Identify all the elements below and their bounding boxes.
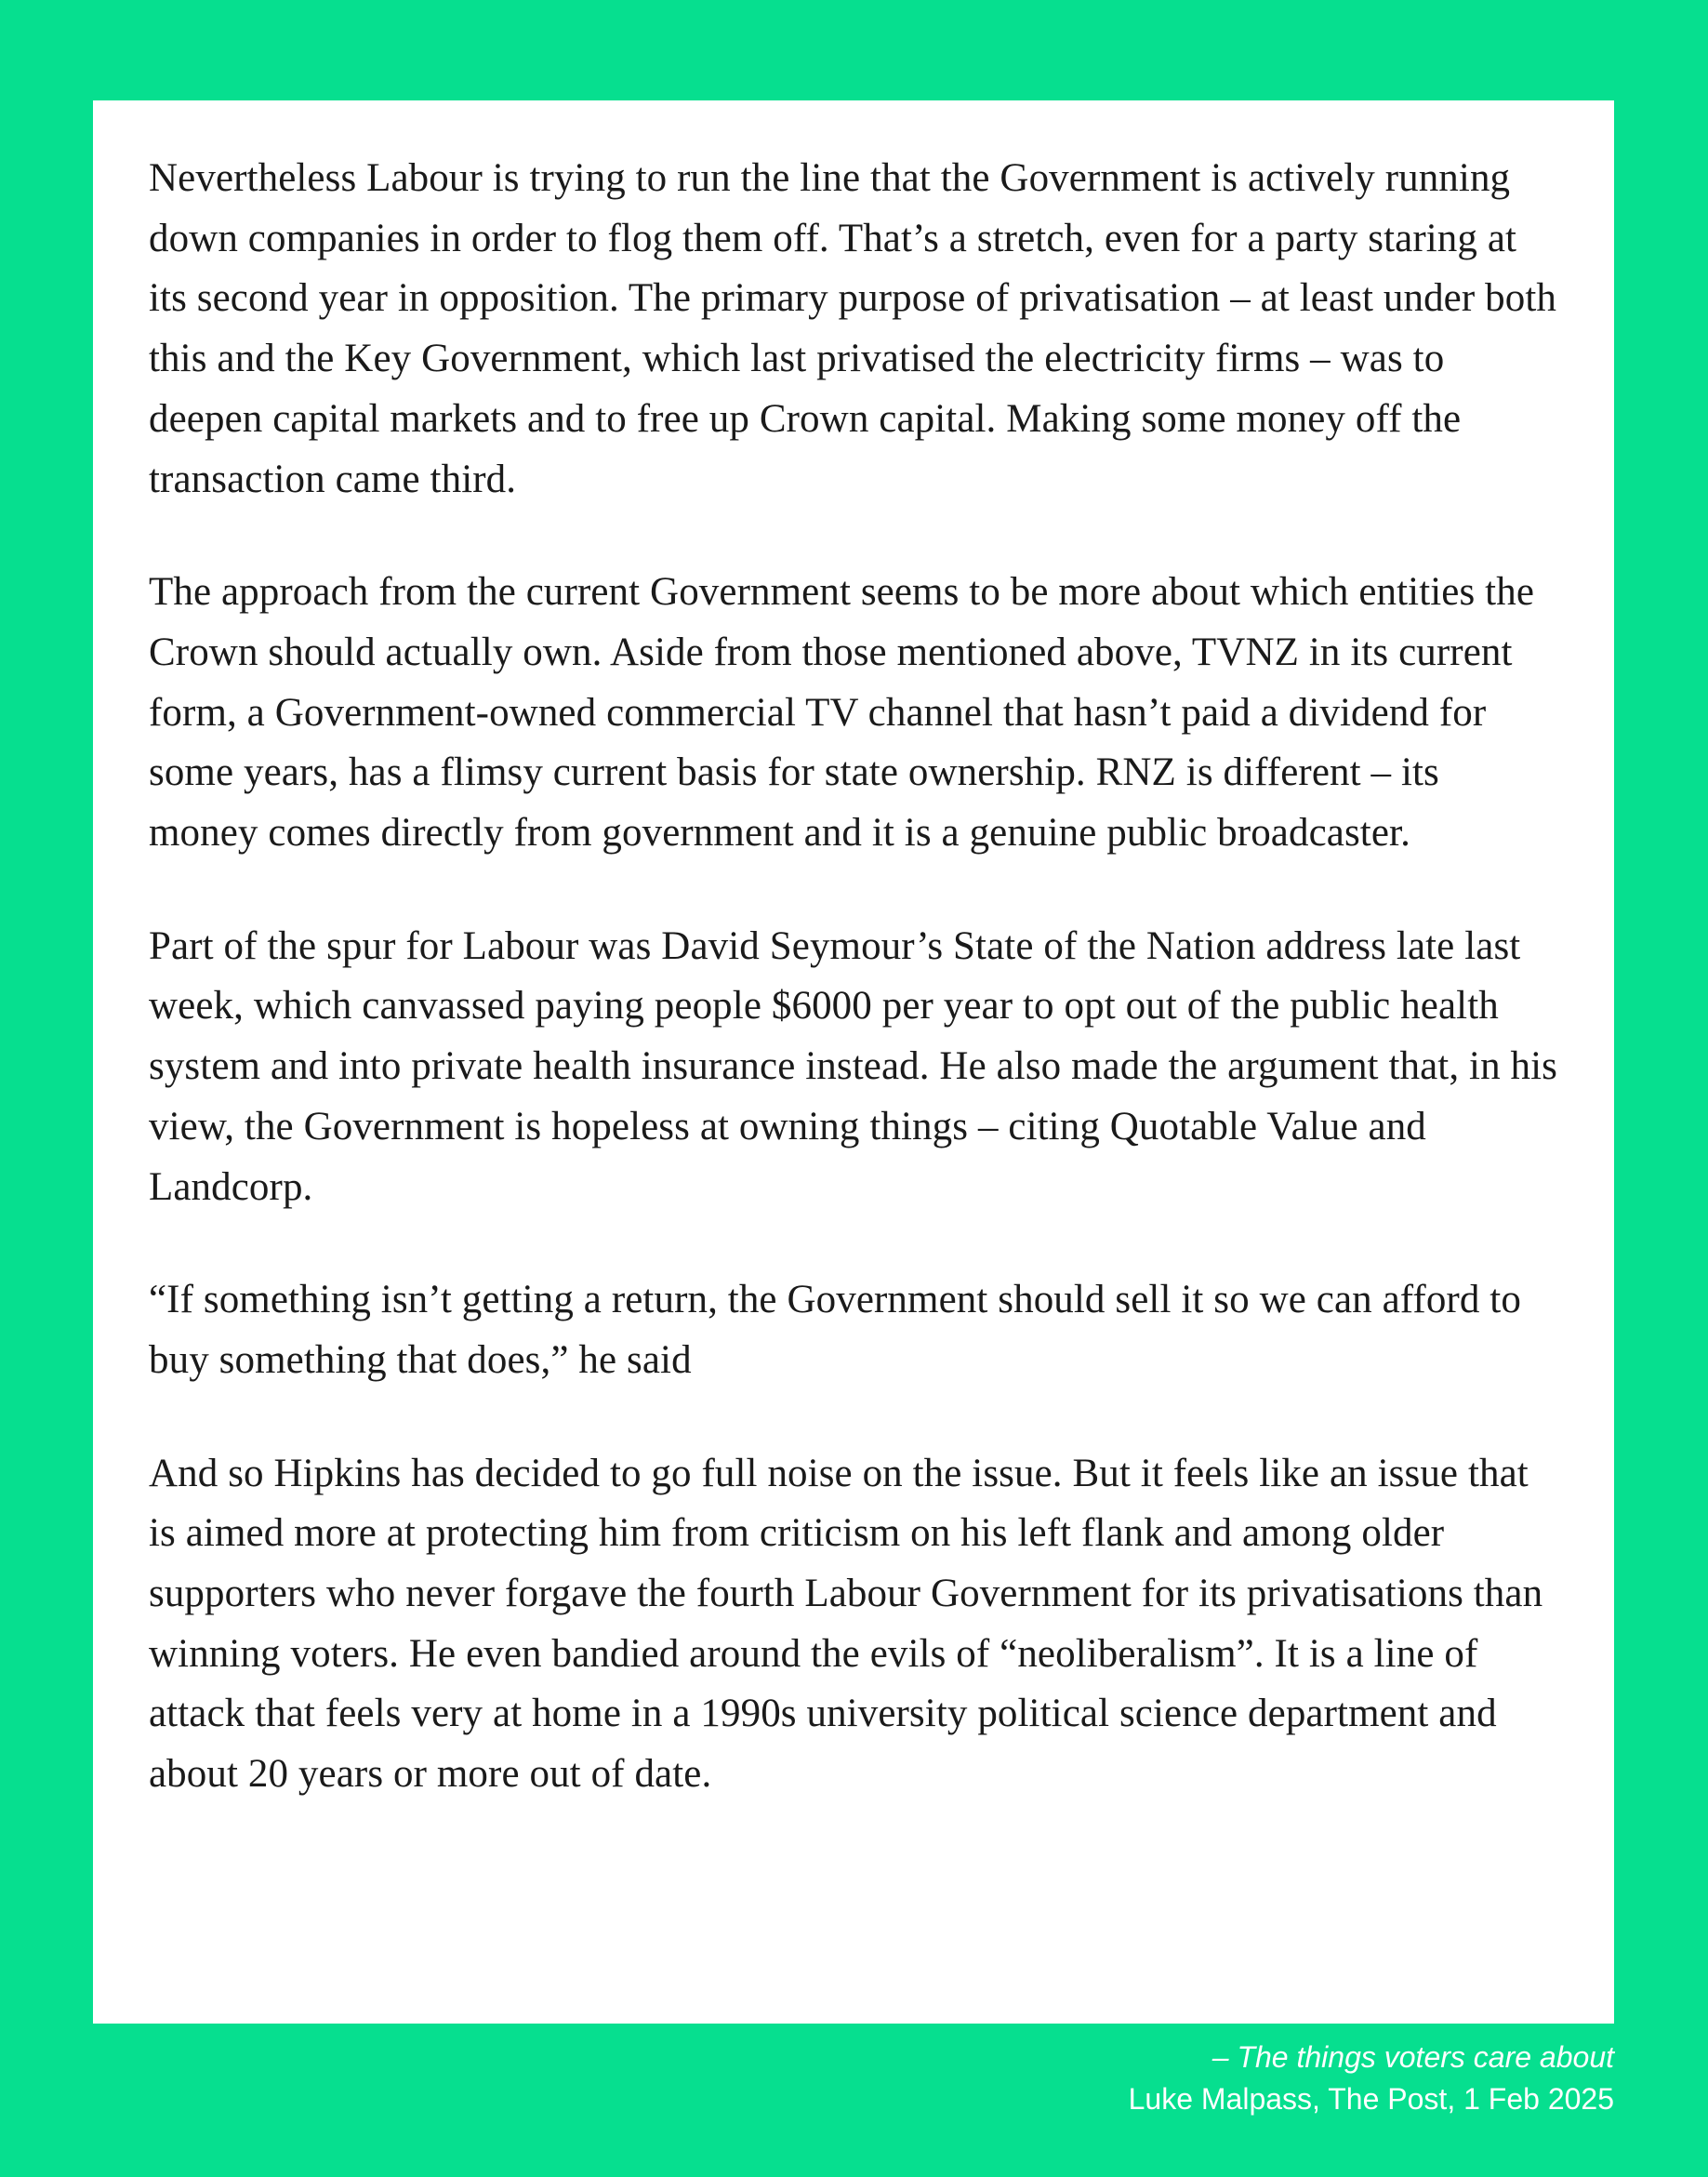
attribution-source: Luke Malpass, The Post, 1 Feb 2025	[1128, 2082, 1614, 2116]
article-paragraph-3: Part of the spur for Labour was David Seymour’s State of the Nation address late last week, which canvassed paying people $6000 per year to opt out of the public health system and into private health insurance instead. He also made the argument that, in his view, the Government is hopeless at owning things – citing Quotable Value and Landcorp.	[149, 923, 1557, 1209]
article-card	[93, 100, 1614, 2024]
article-paragraph-4-quote: “If something isn’t getting a return, the Government should sell it so we can afford to buy something that does,” he said	[149, 1278, 1521, 1382]
attribution	[1129, 2037, 1614, 2120]
attribution-title: – The things voters care about	[1211, 2040, 1614, 2074]
article-paragraph-5: And so Hipkins has decided to go full noise on the issue. But it feels like an issue that is aimed more at protecting him from criticism on his left flank and among older supporters who never forgave the fourth Labour Government for its privatisations than winning voters. He even bandied around the evils of “neoliberalism”. It is a line of attack that feels very at home in a 1990s university political science department and about 20 years or more out of date.	[149, 1451, 1543, 1797]
article-paragraph-2: The approach from the current Government seems to be more about which entities the Crown should actually own. Aside from those mentioned above, TVNZ in its current form, a Government-owned commercial TV channel that hasn’t paid a dividend for some years, has a flimsy current basis for state ownership. RNZ is different – its money comes directly from government and it is a genuine public broadcaster.	[149, 570, 1534, 856]
article-paragraph-1: Nevertheless Labour is trying to run the line that the Government is actively running down companies in order to flog them off. That’s a stretch, even for a party staring at its second year in opposition. The primary purpose of privatisation – at least under both this and the Key Government, which last privatised the electricity firms – was to deepen capital markets and to free up Crown capital. Making some money off the transaction came third.	[149, 156, 1556, 501]
